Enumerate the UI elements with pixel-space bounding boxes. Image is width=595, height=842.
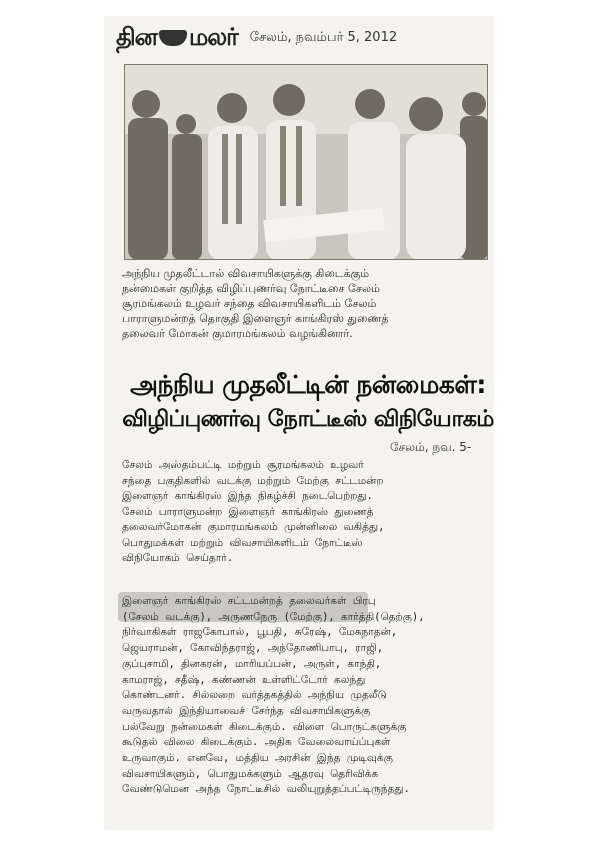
body-line: பல்வேறு நன்மைகள் கிடைக்கும். விளை பொருட்களுக்கு (122, 720, 407, 733)
article-headline (122, 368, 494, 436)
body-line: ஜெயராமன், கோவிந்தராஜ், அந்தோணிபாபு, ராஜி, (122, 642, 384, 655)
logo-text-right: மலர் (188, 22, 238, 51)
body-line: குப்புசாமி, தினகரன், மாரியப்பன், அருள், காந்தி, (122, 657, 382, 670)
lamp-icon (159, 30, 187, 46)
body-line: விவசாயிகளும், பொதுமக்களும் ஆதரவு தெரிவிக்க (122, 767, 379, 780)
body-line: சந்தை பகுதிகளில் வடக்கு மற்றும் மேற்கு சட்டமன்ற (122, 474, 384, 487)
caption-line: தலைவர் மோகன் குமாரமங்கலம் வழங்கினார். (122, 327, 353, 340)
body-line: கொண்டனர். சில்லறை வர்த்தகத்தில் அந்நிய முதலீடு (122, 689, 387, 702)
body-line: சேலம் பாராளுமன்ற இளைஞர் காங்கிரஸ் துணைத் (122, 505, 374, 518)
news-photo (124, 64, 488, 260)
body-line: இளைஞர் காங்கிரஸ் சட்டமன்றத் தலைவர்கள் பிரபு (122, 595, 376, 607)
byline: சேலம், நவ. 5- (390, 440, 472, 454)
body-line: விநியோகம் செய்தார். (122, 552, 234, 564)
caption-line: சூரமங்கலம் உழவர் சந்தை விவசாயிகளிடம் சேலம் (122, 297, 377, 310)
caption-line: பாராளுமன்றத் தொகுதி இளைஞர் காங்கிரஸ் துணைத் (122, 312, 389, 325)
body-line: இளைஞர் காங்கிரஸ் இந்த நிகழ்ச்சி நடைபெற்றது. (122, 490, 373, 502)
body-line: காமராஜ், சதீஷ், கண்ணன் உள்ளிட்டோர் கலந்து (122, 673, 366, 686)
article-paragraph-2 (122, 594, 490, 798)
body-line: கூடுதல் விலை கிடைக்கும். அதிக வேலைவாய்ப்புகள் (122, 736, 391, 749)
photo-caption (122, 266, 488, 341)
body-line: வேண்டுமென அந்த நோட்டீசில் வலியுறுத்தப்பட்டிருந்தது. (122, 783, 410, 796)
body-line: பொதுமக்கள் மற்றும் விவசாயிகளிடம் நோட்டீஸ் (122, 536, 363, 549)
body-line: சேலம் அஸ்தம்பட்டி மற்றும் சூரமங்கலம் உழவர் (122, 459, 364, 471)
logo-text-left: தின (116, 22, 157, 51)
headline-line-2: விழிப்புணர்வு நோட்டீஸ் விநியோகம் (122, 406, 494, 432)
masthead (116, 22, 486, 54)
article-paragraph-1 (122, 458, 490, 567)
body-line: தலைவர்மோகன் குமாரமங்கலம் முன்னிலை வகித்து, (122, 521, 385, 533)
body-line: உருவாகும். எனவே, மத்திய அரசின் இந்த முடிவுக்கு (122, 752, 393, 765)
newspaper-logo (116, 23, 238, 54)
dateline: சேலம், நவம்பர் 5, 2012 (249, 30, 398, 45)
body-line: (சேலம் வடக்கு), அருணநேரு (மேற்கு), கார்த்தி(தெற்கு), (122, 610, 425, 623)
body-line: வருவதால் இந்தியாவைச் சேர்ந்த விவசாயிகளுக்கு (122, 704, 371, 717)
caption-line: நன்மைகள் குறித்த விழிப்புணர்வு நோட்டீசை சேலம் (122, 282, 380, 295)
body-line: நிர்வாகிகள் ராஜகோபால், பூபதி, சுரேஷ், மேகநாதன், (122, 626, 398, 639)
headline-line-1: அந்நிய முதலீட்டின் நன்மைகள்: (130, 370, 486, 399)
caption-line: அந்நிய முதலீட்டால் விவசாயிகளுக்கு கிடைக்கும் (122, 267, 370, 280)
